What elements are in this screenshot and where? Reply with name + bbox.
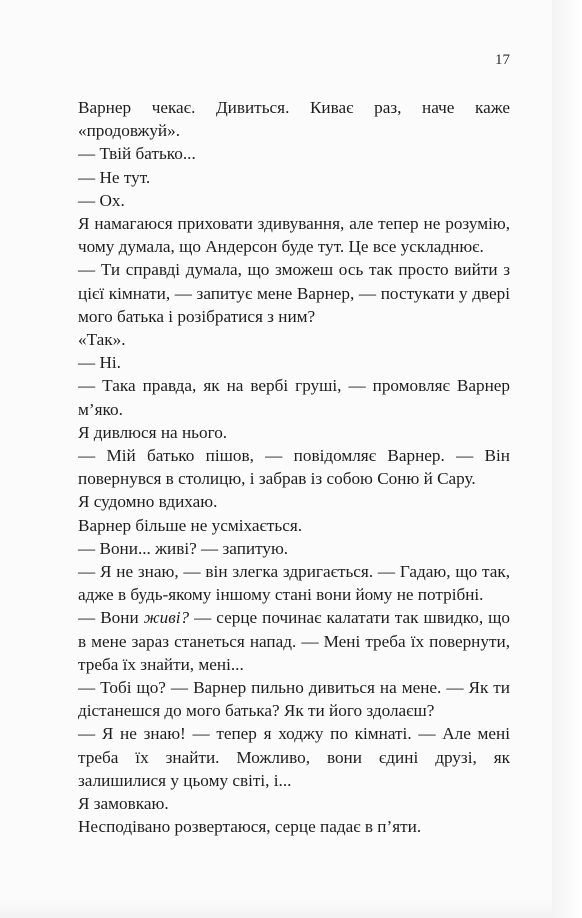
paragraph: Несподівано розвертаюся, серце падає в п’яти. (78, 817, 422, 837)
page-edge (552, 0, 582, 918)
paragraph-with-italic (78, 606, 510, 676)
paragraph: Я судомно вдихаю. (78, 492, 218, 512)
paragraph: Варнер більше не усміхається. (78, 515, 303, 535)
paragraph: Я дивлюся на нього. (78, 422, 228, 442)
paragraph: — Вони... живі? — запитую. (78, 538, 289, 558)
paragraph: — Така правда, як на вербі груші, — промовляє Варнер м’яко. (78, 376, 510, 419)
paragraph-text: — Вони (78, 608, 144, 628)
body-text (78, 96, 510, 839)
paragraph: Варнер чекає. Дивиться. Киває раз, наче каже «продовжуй». (78, 98, 510, 141)
italic-word: живі? (143, 608, 190, 628)
paragraph: — Ні. (78, 353, 121, 373)
paragraph: — Твій батько... (78, 144, 196, 164)
page-bottom-shadow (0, 900, 552, 918)
paragraph: — Не тут. (78, 167, 151, 187)
page-number: 17 (495, 52, 510, 68)
paragraph: — Я не знаю! — тепер я ходжу по кімнаті. — Але мені треба їх знайти. Можливо, вони єдині друзі, як залишилися у цьому світі, і... (78, 724, 510, 790)
paragraph: — Тобі що? — Варнер пильно дивиться на мене. — Як ти дістанешся до мого батька? Як ти його здолаєш? (78, 678, 510, 721)
paragraph: — Я не знаю, — він злегка здригається. — Гадаю, що так, адже в будь-якому іншому стані вони йому не потрібні. (78, 562, 510, 605)
paragraph: «Так». (78, 330, 126, 350)
paragraph: — Ти справді думала, що зможеш ось так просто вийти з цієї кімнати, — запитує мене Варнер, — постукати у двері мого батька і розібратися з ним? (78, 260, 510, 326)
paragraph: Я намагаюся приховати здивування, але тепер не розумію, чому думала, що Андерсон буде тут. Це все ускладнює. (78, 214, 510, 257)
paragraph: — Ох. (78, 190, 125, 210)
paragraph: — Мій батько пішов, — повідомляє Варнер. — Він повернувся в столицю, і забрав із собою Соню й Сару. (78, 446, 510, 489)
paragraph-text: — серце починає калатати так швидко, що в мене зараз станеться напад. — Мені треба їх повернути, треба їх знайти, мені... (78, 608, 510, 674)
paragraph: Я замовкаю. (78, 794, 169, 814)
